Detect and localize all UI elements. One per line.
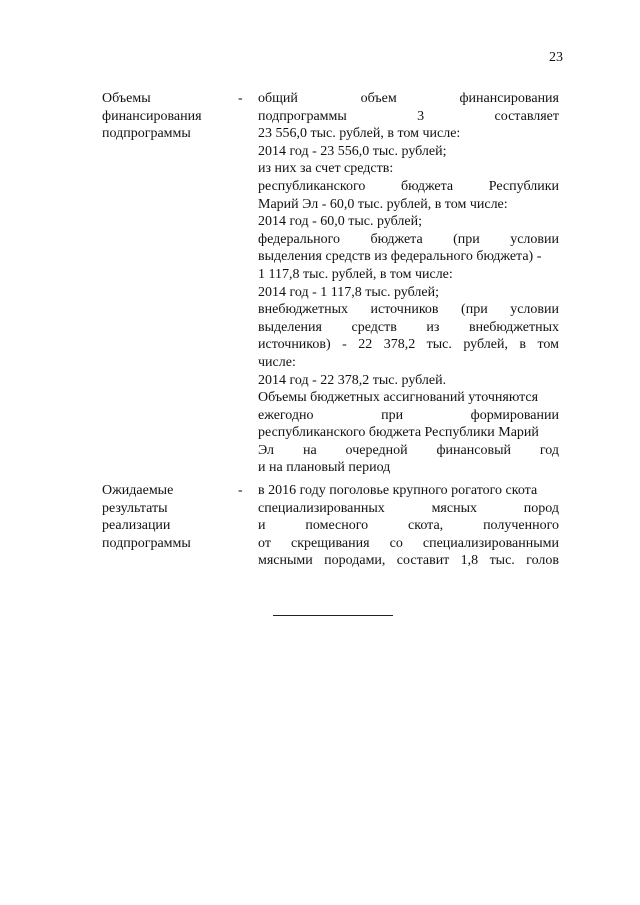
closing-rule xyxy=(273,615,393,616)
text-line: ежегодно при формировании xyxy=(258,407,559,423)
text-line: в 2016 году поголовье крупного рогатого скота xyxy=(258,483,538,498)
text-line: мясными породами, составит 1,8 тыс. голов xyxy=(258,553,559,569)
text-line: и помесного скота, полученного xyxy=(258,518,559,534)
text-line: Марий Эл - 60,0 тыс. рублей, в том числе: xyxy=(258,196,508,212)
text-line: общий объем финансирования xyxy=(258,91,559,106)
financing-label xyxy=(102,90,227,143)
text-line: 23 556,0 тыс. рублей, в том числе: xyxy=(258,126,461,142)
text-line: Объемы бюджетных ассигнований уточняются xyxy=(258,390,539,406)
label-line: подпрограммы xyxy=(102,126,191,142)
list-dash: - xyxy=(238,483,243,498)
results-text xyxy=(258,482,559,570)
label-line: Ожидаемые xyxy=(102,483,174,498)
text-line: и на плановый период xyxy=(258,460,391,476)
text-line: республиканского бюджета Республики Марий xyxy=(258,425,539,441)
financing-text xyxy=(258,90,559,477)
text-line: источников) - 22 378,2 тыс. рублей, в том xyxy=(258,337,559,353)
text-line: федерального бюджета (при условии xyxy=(258,231,559,247)
text-line: числе: xyxy=(258,354,296,370)
text-line: выделения средств из федерального бюджета) - xyxy=(258,249,542,265)
list-dash: - xyxy=(238,91,243,106)
text-line: Эл на очередной финансовый год xyxy=(258,442,559,458)
label-line: Объемы xyxy=(102,91,151,106)
text-line: подпрограммы 3 составляет xyxy=(258,108,559,124)
text-line: республиканского бюджета Республики xyxy=(258,178,559,194)
text-line: из них за счет средств: xyxy=(258,161,394,177)
text-line: 2014 год - 60,0 тыс. рублей; xyxy=(258,214,423,230)
text-line: выделения средств из внебюджетных xyxy=(258,319,559,335)
label-line: реализации xyxy=(102,518,171,534)
results-label xyxy=(102,482,227,552)
text-line: 2014 год - 1 117,8 тыс. рублей; xyxy=(258,284,439,300)
text-line: 2014 год - 22 378,2 тыс. рублей. xyxy=(258,372,447,388)
text-line: 2014 год - 23 556,0 тыс. рублей; xyxy=(258,143,447,159)
text-line: 1 117,8 тыс. рублей, в том числе: xyxy=(258,266,453,282)
label-line: подпрограммы xyxy=(102,535,191,551)
label-line: финансирования xyxy=(102,108,202,124)
text-line: внебюджетных источников (при условии xyxy=(258,302,559,318)
page-number: 23 xyxy=(549,50,563,65)
text-line: специализированных мясных пород xyxy=(258,500,559,516)
label-line: результаты xyxy=(102,500,168,516)
text-line: от скрещивания со специализированными xyxy=(258,535,559,551)
